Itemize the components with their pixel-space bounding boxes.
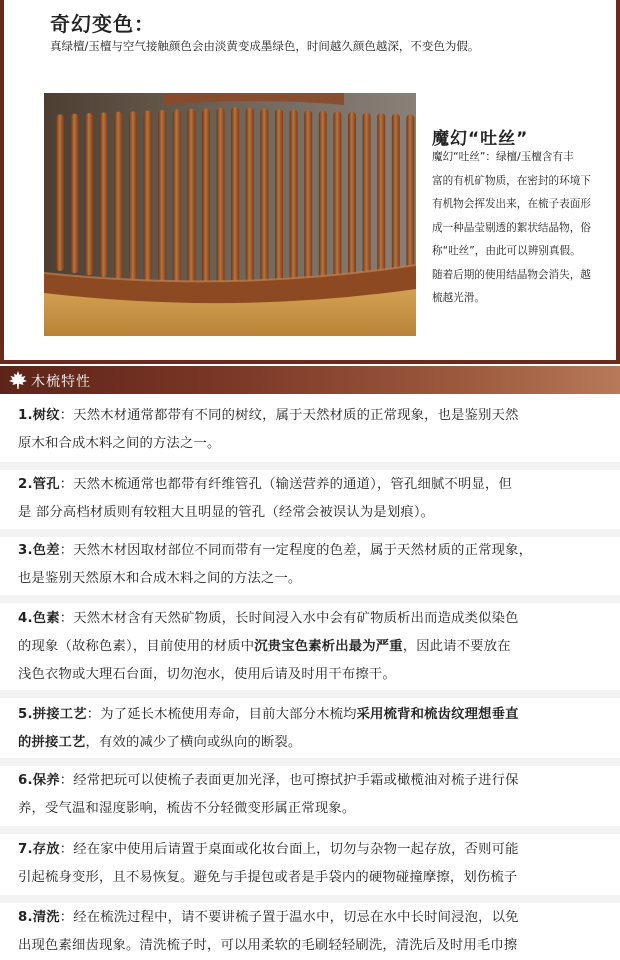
feature-wood-grain (0, 402, 620, 458)
comb-tooth (173, 109, 181, 283)
feature-text: ：天然木材含有天然矿物质，长时间浸入水中会有矿物质析出而造成类似染色 (59, 611, 519, 626)
feature-number: 7.存放 (18, 842, 60, 857)
divider (0, 758, 620, 766)
comb-tooth (71, 114, 79, 274)
section-header (0, 366, 620, 394)
color-change-title: 奇幻变色： (50, 12, 155, 36)
comb-tooth (275, 109, 283, 284)
comb-tooth (217, 108, 225, 285)
side-line: 梳越光滑。 (432, 292, 485, 304)
side-line: 随着后期的使用结晶物会消失，越 (432, 268, 591, 281)
feature-number: 1.树纹 (18, 408, 60, 423)
feature-storage (0, 836, 620, 892)
feature-cleaning (0, 904, 620, 960)
maple-leaf-icon (8, 370, 28, 390)
comb-tooth (158, 110, 166, 283)
feature-text: 养，受气温和湿度影响，梳齿不分轻微变形属正常现象。 (18, 801, 356, 816)
comb-tooth (114, 112, 122, 279)
comb-tooth (144, 111, 152, 282)
feature-text: ：天然木材通常都带有不同的树纹，属于天然材质的正常现象，也是鉴别天然 (59, 408, 519, 423)
feature-pigment (0, 605, 620, 689)
magic-spinning-title: 魔幻“吐丝” (432, 129, 529, 149)
comb-tooth (304, 110, 312, 283)
feature-text: 原木和合成木料之间的方法之一。 (18, 436, 221, 451)
comb-tooth (56, 114, 64, 271)
divider (0, 529, 620, 537)
feature-text: ：天然木梳通常也都带有纤维管孔（输送营养的通道），管孔细腻不明显，但 (59, 477, 512, 492)
comb-tooth (231, 107, 239, 285)
comb-tooth (100, 112, 108, 277)
divider (0, 826, 620, 834)
comb-closeup-photo (44, 93, 416, 336)
comb-tooth (363, 112, 371, 277)
comb-tooth (85, 113, 93, 275)
divider (0, 595, 620, 603)
comb-illustration (44, 93, 416, 336)
comb-tooth (260, 108, 268, 284)
feature-number: 2.管孔 (18, 477, 60, 492)
feature-number: 6.保养 (18, 773, 60, 788)
magic-spinning-text (432, 146, 618, 311)
divider (0, 690, 620, 698)
feature-text: ，有效的减少了横向或纵向的断裂。 (85, 735, 302, 750)
side-line: 成一种晶莹剔透的絮状结晶物，俗 (432, 221, 591, 234)
feature-highlight: 的拼接工艺 (18, 735, 86, 750)
feature-text: ：天然木材因取材部位不同而带有一定程度的色差，属于天然材质的正常现象， (59, 543, 533, 558)
side-line: 称“吐丝”，由此可以辨别真假。 (432, 245, 581, 257)
feature-color-difference (0, 537, 620, 593)
feature-text: 浅色衣物或大理石台面，切勿泡水，使用后请及时用干布擦干。 (18, 667, 396, 682)
feature-text: 的现象（故称色素），目前使用的材质中 (18, 639, 255, 654)
color-change-panel (0, 0, 620, 364)
feature-number: 4.色素 (18, 611, 60, 626)
feature-number: 3.色差 (18, 543, 60, 558)
color-change-description: 真绿檀/玉檀与空气接触颜色会由淡黄变成墨绿色，时间越久颜色越深，不变色为假。 (50, 39, 480, 53)
section-title: 木梳特性 (31, 374, 91, 390)
feature-text: 是 部分高档材质则有较粗大且明显的管孔（经常会被误认为是划痕）。 (18, 505, 435, 520)
feature-number: 8.清洗 (18, 910, 60, 925)
feature-number: 5.拼接工艺 (18, 707, 87, 722)
comb-tooth (333, 111, 341, 280)
feature-text: 也是鉴别天然原木和合成木料之间的方法之一。 (18, 571, 302, 586)
side-line: 有机物会挥发出来，在梳子表面形 (432, 198, 591, 210)
feature-maintenance (0, 767, 620, 823)
comb-tooth (290, 109, 298, 283)
feature-text: 出现色素细齿现象。清洗梳子时，可以用柔软的毛刷轻轻刷洗，清洗后及时用毛巾擦 (18, 938, 518, 953)
comb-tooth (202, 108, 210, 284)
comb-tooth (406, 114, 414, 271)
feature-highlight: 采用梳背和梳齿纹理想垂直 (356, 707, 519, 722)
feature-text: ：经常把玩可以使梳子表面更加光泽，也可擦拭护手霜或橄榄油对梳子进行保 (59, 773, 519, 788)
comb-tooth (377, 113, 385, 275)
feature-text: ：经在家中使用后请置于桌面或化妆台面上，切勿与杂物一起存放，否则可能 (59, 842, 519, 857)
feature-text: ：经在梳洗过程中，请不要讲梳子置于温水中，切忌在水中长时间浸泡，以免 (59, 910, 519, 925)
comb-tooth (187, 109, 195, 284)
feature-highlight: 沉贵宝色素析出最为严重 (254, 639, 403, 654)
divider (0, 462, 620, 470)
side-line: 富的有机矿物质，在密封的环境下 (432, 174, 591, 187)
comb-tooth (319, 111, 327, 282)
comb-tooth (348, 112, 356, 279)
feature-text: 引起梳身变形，且不易恢复。避免与手提包或者是手袋内的硬物碰撞摩擦，划伤梳子 (18, 870, 518, 885)
feature-text: ：为了延长木梳使用寿命，目前大部分木梳均 (86, 707, 357, 722)
comb-tooth (392, 114, 400, 274)
comb-tooth (129, 111, 137, 280)
divider (0, 895, 620, 903)
comb-tooth (246, 108, 254, 285)
feature-splicing (0, 701, 620, 757)
feature-text: ，因此请不要放在 (402, 639, 511, 654)
feature-pores (0, 471, 620, 527)
side-line: 魔幻“吐丝”：绿檀/玉檀含有丰 (432, 151, 574, 163)
